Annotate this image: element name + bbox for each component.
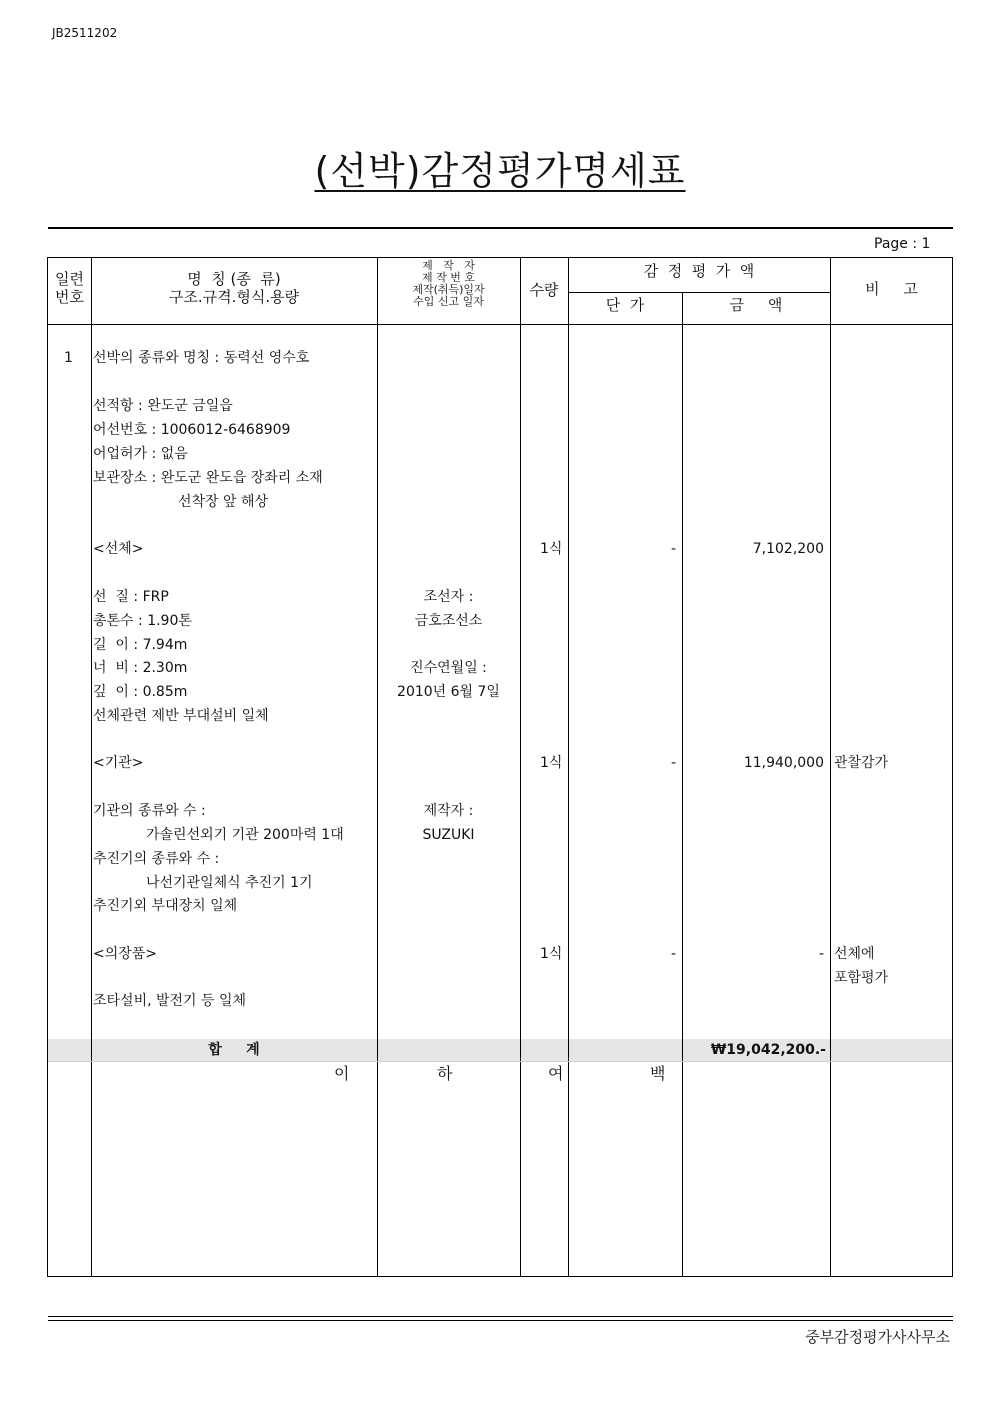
propeller-detail: 나선기관일체식 추진기 1기 — [146, 875, 313, 891]
width: 너 비 : 2.30m — [93, 660, 188, 676]
blank-mark-3: 여 — [548, 1064, 564, 1083]
hull-unit-price: - — [670, 541, 676, 557]
footer-rule-1 — [48, 1316, 953, 1317]
header-maker: 제 작 자 제 작 번 호 제작(취득)일자 수입 신고 일자 — [412, 259, 485, 308]
outfit-remark-line1: 선체에 — [834, 946, 875, 962]
col-divider-seq — [91, 258, 92, 1276]
storage-location-cont: 선착장 앞 해상 — [178, 494, 269, 510]
blank-mark-1: 이 — [334, 1064, 350, 1083]
launch-date-label: 진수연월일 : — [410, 660, 487, 676]
outfit-unit-price: - — [670, 946, 676, 962]
header-eval: 감 정 평 가 액 — [643, 262, 755, 280]
total-row-divider — [48, 1061, 952, 1062]
engine-amount: 11,940,000 — [743, 755, 824, 771]
propeller-kind: 추진기의 종류와 수 : — [93, 851, 220, 867]
launch-date: 2010년 6월 7일 — [397, 684, 500, 700]
document-id: JB2511202 — [52, 26, 118, 40]
registration-no: 어선번호 : 1006012-6468909 — [93, 422, 291, 438]
header-amount: 금 액 — [729, 296, 783, 314]
hull-amount: 7,102,200 — [752, 541, 824, 557]
header-name: 명 칭 (종 류) 구조.규격.형식.용량 — [168, 270, 300, 306]
footer-rule-2 — [48, 1320, 953, 1321]
fishing-license: 어업허가 : 없음 — [93, 446, 188, 462]
hull-equipment: 선체관련 제반 부대설비 일체 — [93, 708, 269, 724]
col-divider-name — [377, 258, 378, 1276]
col-divider-unit — [682, 292, 683, 1276]
outfit-heading: <의장품> — [93, 946, 158, 962]
engine-heading: <기관> — [93, 755, 144, 771]
engine-unit-price: - — [670, 755, 676, 771]
hull-material: 선 질 : FRP — [93, 589, 169, 605]
top-rule — [48, 227, 953, 229]
engine-remark: 관찰감가 — [834, 755, 889, 771]
office-name: 중부감정평가사사무소 — [805, 1328, 950, 1346]
engine-kind: 기관의 종류와 수 : — [93, 803, 206, 819]
storage-location: 보관장소 : 완도군 완도읍 장좌리 소재 — [93, 470, 323, 486]
header-qty: 수량 — [529, 281, 559, 299]
ship-type: 선박의 종류와 명칭 : 동력선 영수호 — [93, 350, 310, 366]
page-number: Page : 1 — [874, 236, 931, 252]
hull-heading: <선체> — [93, 541, 144, 557]
engine-qty: 1식 — [540, 755, 563, 771]
header-unit-price: 단 가 — [605, 296, 645, 314]
maker-name: SUZUKI — [422, 827, 475, 843]
outfit-qty: 1식 — [540, 946, 563, 962]
header-bottom-line — [48, 324, 952, 325]
outfit-remark-line2: 포함평가 — [834, 970, 889, 986]
home-port: 선적항 : 완도군 금일읍 — [93, 398, 233, 414]
col-divider-amount — [830, 258, 831, 1276]
outfit-detail: 조타설비, 발전기 등 일체 — [93, 993, 247, 1009]
hull-qty: 1식 — [540, 541, 563, 557]
maker-label: 제작자 : — [423, 803, 474, 819]
length: 길 이 : 7.94m — [93, 637, 188, 653]
header-remark: 비 고 — [865, 280, 918, 298]
tonnage: 총톤수 : 1.90톤 — [93, 613, 192, 629]
header-seq: 일련 번호 — [55, 270, 84, 306]
col-divider-maker — [520, 258, 521, 1276]
engine-detail: 가솔린선외기 기관 200마력 1대 — [146, 827, 344, 843]
builder-label: 조선자 : — [423, 589, 474, 605]
title-text: (선박)감정평가명세표 — [314, 149, 686, 193]
eval-subheader-line — [568, 292, 830, 293]
outfit-amount: - — [818, 946, 824, 962]
page-title — [0, 140, 1000, 195]
total-amount: ₩19,042,200.- — [710, 1042, 826, 1058]
blank-mark-2: 하 — [437, 1064, 453, 1083]
blank-mark-4: 백 — [650, 1064, 666, 1083]
builder-name: 금호조선소 — [414, 613, 483, 629]
total-label: 합 계 — [208, 1042, 260, 1058]
depth: 깊 이 : 0.85m — [93, 684, 188, 700]
propeller-equipment: 추진기외 부대장치 일체 — [93, 898, 238, 914]
seq-number: 1 — [64, 350, 73, 366]
